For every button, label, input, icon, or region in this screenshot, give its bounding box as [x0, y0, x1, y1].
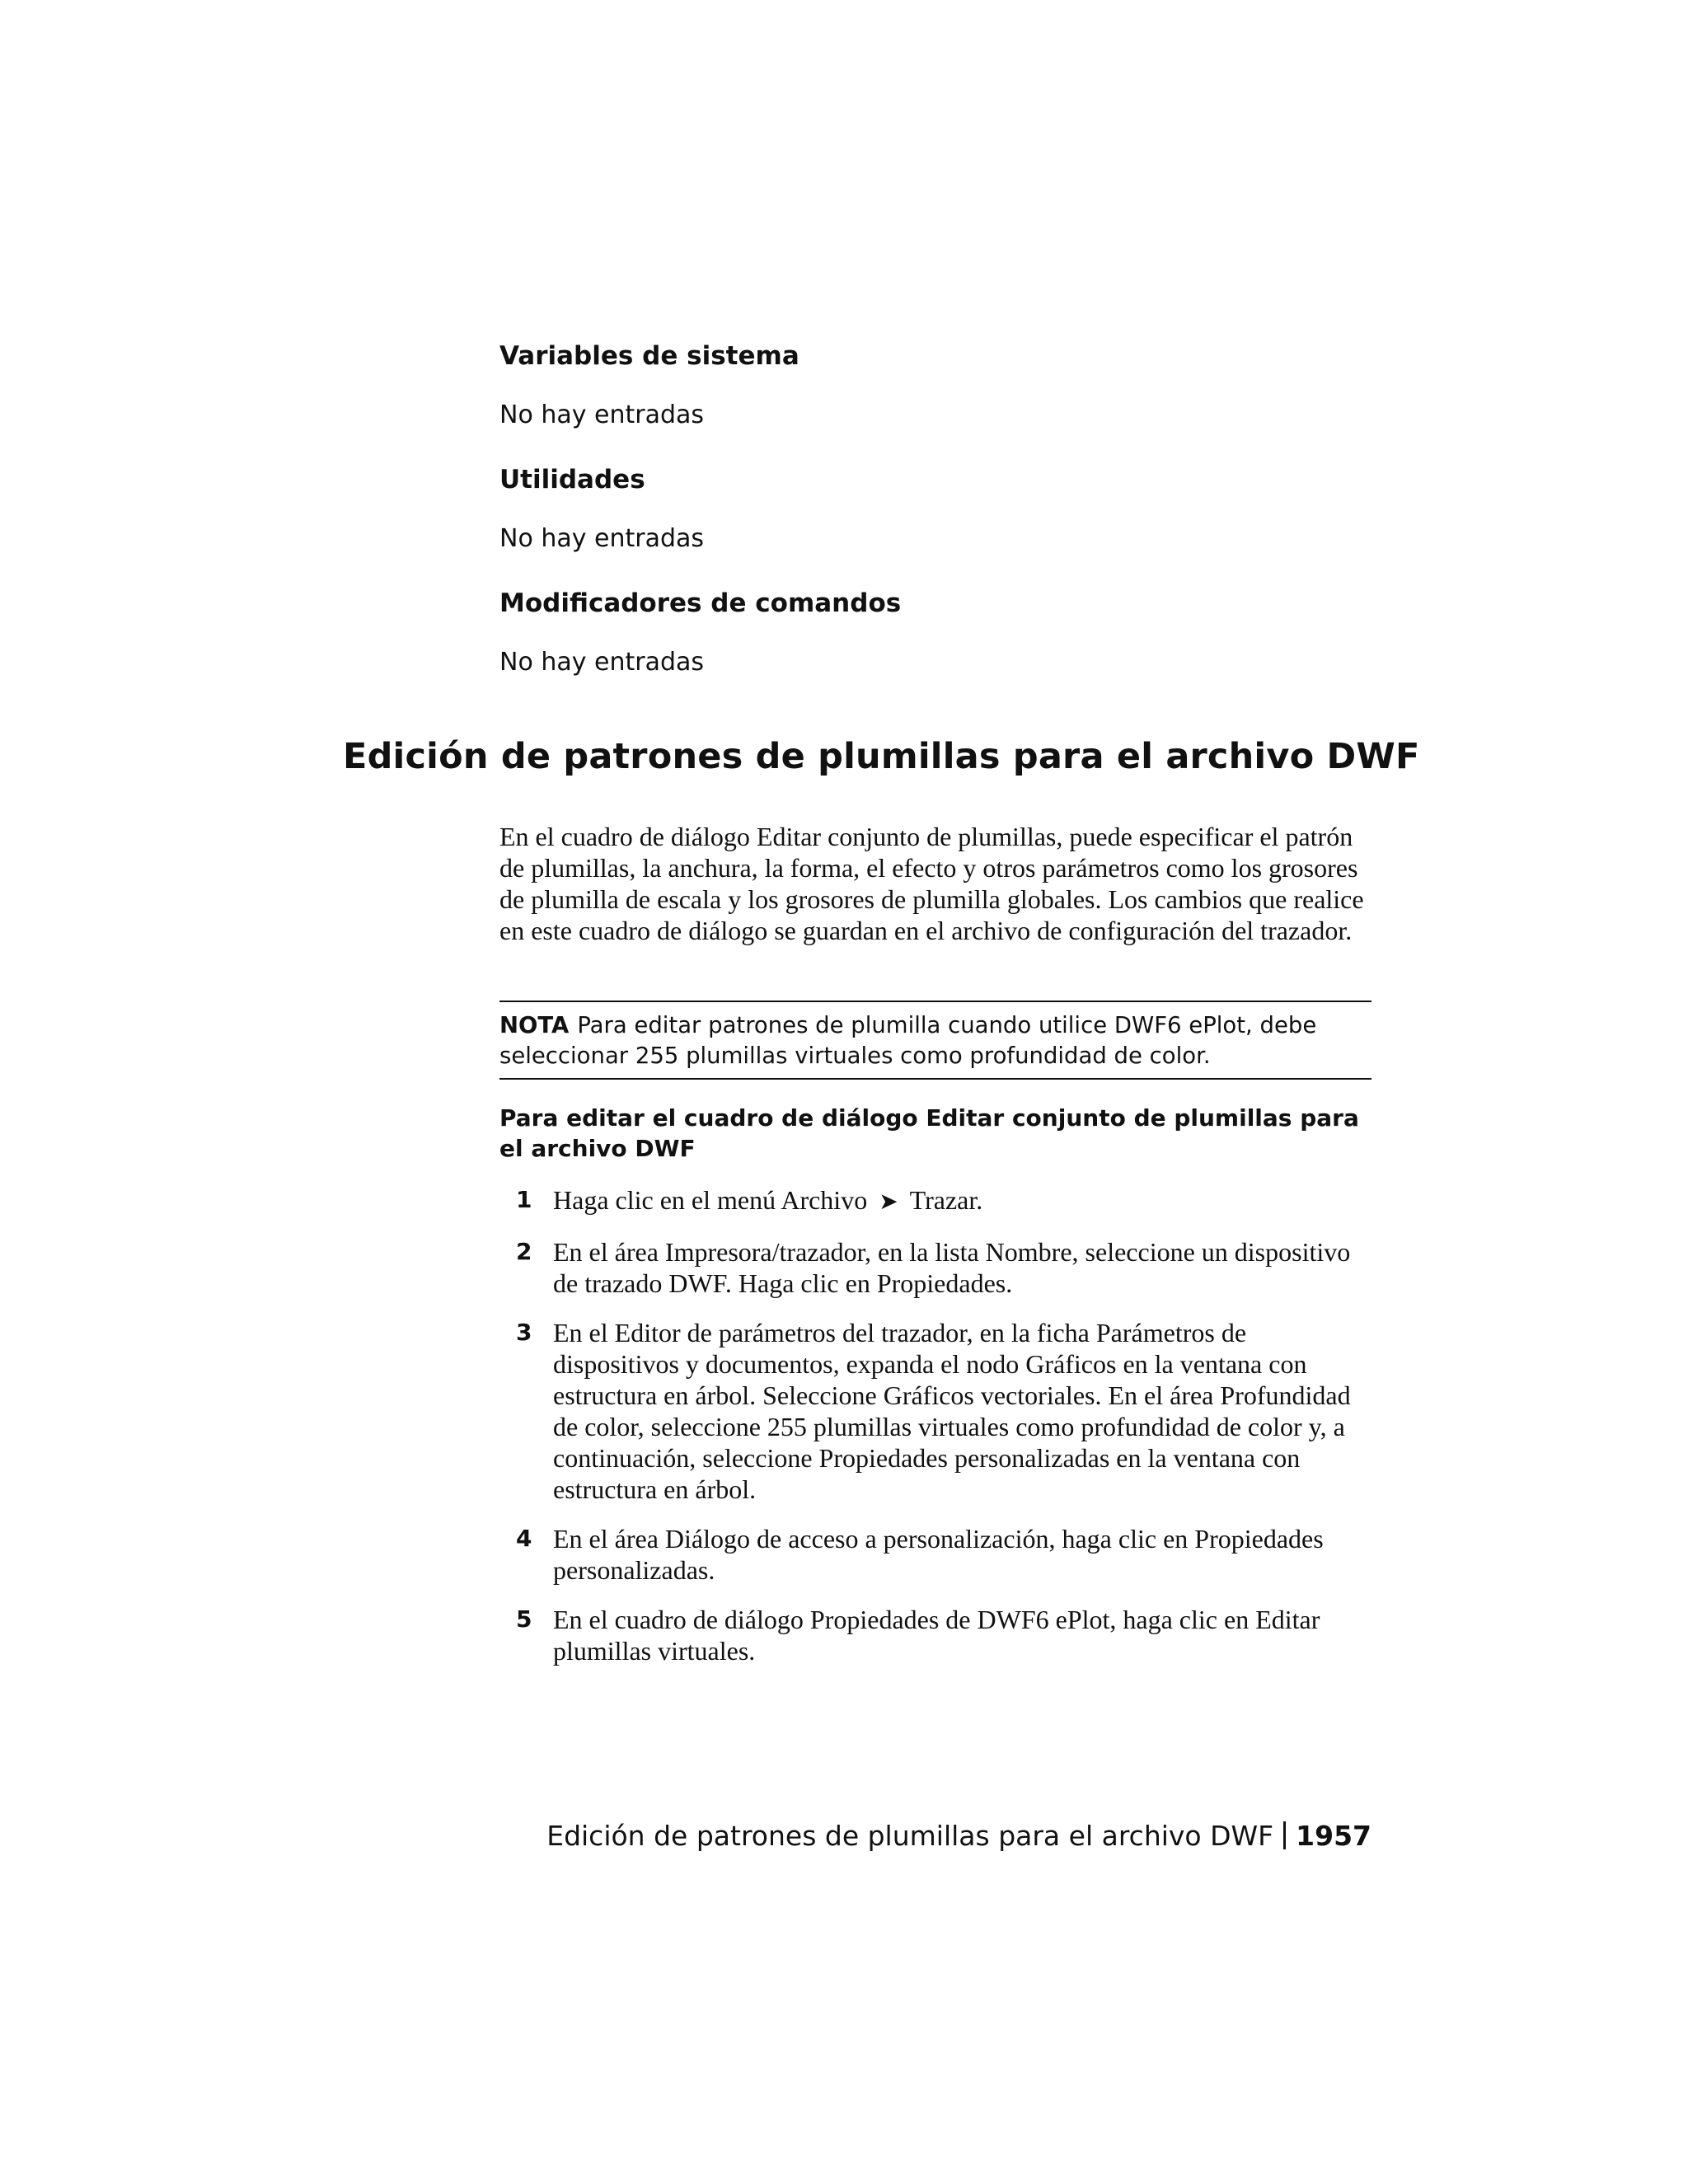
footer-separator — [1283, 1821, 1286, 1849]
note-box — [499, 1001, 1372, 1080]
footer-title: Edición de patrones de plumillas para el archivo DWF — [546, 1820, 1274, 1852]
utilities-text: No hay entradas — [499, 524, 705, 553]
step-text: En el área Diálogo de acceso a personalización, haga clic en Propiedades personalizadas. — [553, 1524, 1324, 1585]
note-text: Para editar patrones de plumilla cuando utilice DWF6 ePlot, debe seleccionar 255 plumillas virtuales como profundidad de color. — [499, 1012, 1317, 1069]
step-text: En el área Impresora/trazador, en la lista Nombre, seleccione un dispositivo de trazado DWF. Haga clic en Propiedades. — [553, 1237, 1351, 1298]
step-number: 3 — [516, 1319, 532, 1346]
menu-arrow-icon: ➤ — [879, 1189, 898, 1215]
section-title: Edición de patrones de plumillas para el archivo DWF — [343, 736, 1420, 777]
step-item — [499, 1604, 1373, 1666]
step-number: 1 — [516, 1186, 532, 1213]
page-footer — [546, 1820, 1372, 1852]
step-number: 2 — [516, 1238, 532, 1265]
intro-paragraph: En el cuadro de diálogo Editar conjunto de plumillas, puede especificar el patrón de plumillas, la anchura, la forma, el efecto y otros parámetros como los grosores de plumilla de escala y los grosores de plumilla globales. Los cambios que realice en este cuadro de diálogo se guardan en el archivo de configuración del trazador. — [499, 822, 1364, 945]
step-number: 5 — [516, 1605, 532, 1633]
command-modifiers-text: No hay entradas — [499, 648, 705, 677]
page-number: 1957 — [1296, 1820, 1372, 1852]
step-item — [499, 1523, 1373, 1586]
step-text: Haga clic en el menú Archivo — [553, 1185, 868, 1215]
subheading-utilities: Utilidades — [499, 465, 645, 494]
step-item — [499, 1317, 1373, 1505]
procedure-heading: Para editar el cuadro de diálogo Editar conjunto de plumillas para el archivo DWF — [499, 1104, 1359, 1162]
system-variables-text: No hay entradas — [499, 401, 705, 429]
subheading-command-modifiers: Modificadores de comandos — [499, 588, 902, 618]
step-number: 4 — [516, 1525, 532, 1552]
steps-list — [499, 1184, 1373, 1685]
step-text: En el cuadro de diálogo Propiedades de DWF6 ePlot, haga clic en Editar plumillas virtuales. — [553, 1605, 1320, 1666]
note-label: NOTA — [499, 1012, 570, 1038]
step-text: En el Editor de parámetros del trazador, en la ficha Parámetros de dispositivos y documentos, expanda el nodo Gráficos en la ventana con estructura en árbol. Seleccione Gráficos vectoriales. En el área Profundidad de color, seleccione 255 plumillas virtuales como profundidad de color y, a continuación, seleccione Propiedades personalizadas en la ventana con estructura en árbol. — [553, 1318, 1351, 1504]
step-item — [499, 1236, 1373, 1299]
step-text-after: Trazar. — [909, 1185, 983, 1215]
subheading-system-variables: Variables de sistema — [499, 341, 799, 371]
step-item — [499, 1184, 1373, 1218]
